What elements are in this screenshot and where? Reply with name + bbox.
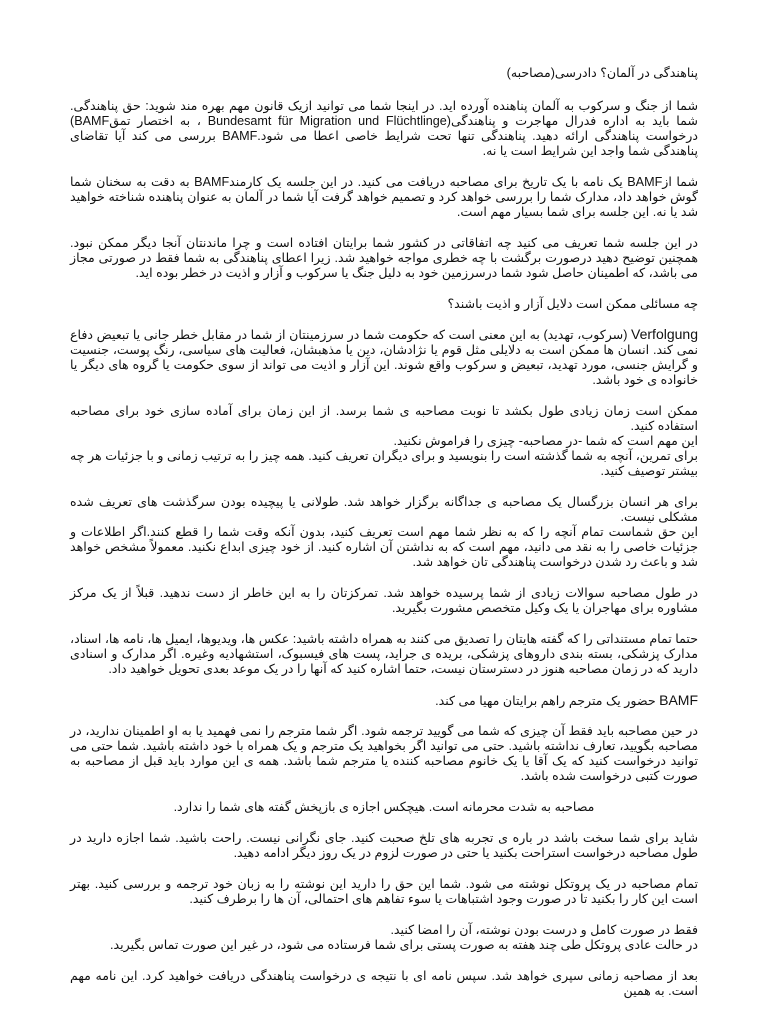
paragraph-preparation <box>70 404 698 479</box>
signature-line-2: در حالت عادی پروتکل طی چند هفته به صورت پستی برای شما فرستاده می شود، در غیر این صورت تماس بگیرید. <box>110 938 698 952</box>
paragraph-signature <box>70 923 698 953</box>
preparation-line-2: این مهم است که شما -در مصاحبه- چیزی را فراموش نکنید. <box>393 434 698 448</box>
paragraph-confidential: مصاحبه به شدت محرمانه است. هیچکس اجازه ی بازپخش گفته های شما را ندارد. <box>173 800 595 814</box>
paragraph-separate-interview <box>70 495 698 570</box>
separate-interview-line-1: برای هر انسان بزرگسال یک مصاحبه ی جداگانه برگزار خواهد شد. طولانی یا پیچیده بودن سرگذشت های تعریف شده مشکلی نیست. <box>70 495 698 524</box>
paragraph-documents: حتما تمام مستنداتی را که گفته هایتان را تصدیق می کنند به همراه داشته باشید: عکس ها، ویدیوها، ایمیل ها، نامه ها، اسناد، مدارک پزشکی، بسته بندی داروهای پزشکی، بریده ی جراید، پست های فیسبوک، استشهادیه وغیره. اگر مدارک و اسنادی دارید که در زمان مصاحبه هنوز در دسترستان نیست، حتما اشاره کنید که آنها را در یک موعد بعدی تحویل خواهید داد. <box>70 632 698 676</box>
term-verfolgung: Verfolgung <box>631 326 698 342</box>
paragraph-breaks: شاید برای شما سخت باشد در باره ی تجربه های تلخ صحبت کنید. جای نگرانی نیست. راحت باشید. شما اجازه دارید در طول مصاحبه درخواست استراحت بکنید یا حتی در صورت لزوم در یک روز دیگر ادامه دهید. <box>70 831 698 860</box>
paragraph-bamf-letter: شما ازBAMF یک نامه با یک تاریخ برای مصاحبه دریافت می کنید. در این جلسه یک کارمندBAMF به دقت به سخنان شما گوش خواهد داد، مدارک شما را بررسی خواهد کرد و تصمیم خواهد گرفت آیا شما در آلمان به عنوان پناهنده شناخته خواهید شد یا نه. این جلسه برای شما بسیار مهم است. <box>70 175 698 219</box>
paragraph-result: بعد از مصاحبه زمانی سپری خواهد شد. سپس نامه ای با نتیجه ی درخواست پناهندگی دریافت خواهید کرد. این نامه مهم است. به همین <box>70 969 698 998</box>
persecution-text: (سرکوب، تهدید) به این معنی است که حکومت شما در سرزمینتان از شما در مقابل خطر جانی یا تبعیض دفاع نمی کند. انسان ها ممکن است به دلایلی مثل قوم یا نژادشان، دین یا مذهبشان، فعالیت های سیاسی، رنگ پوست، جنسیت و گرایش جنسی، مورد تهدید، تبعیض و سرکوب واقع شوند. این آزار و اذیت می تواند از سوی حکومت یا گروه های دیگر یا خانواده ی خود باشد. <box>70 328 698 387</box>
paragraph-questions: در طول مصاحبه سوالات زیادی از شما پرسیده خواهد شد. تمرکزتان را به این خاطر از دست ندهید. قبلاً از یک مرکز مشاوره برای مهاجران یا یک وکیل متخصص مشورت بگیرید. <box>70 586 698 615</box>
term-bamf: BAMF <box>659 692 698 708</box>
paragraph-persecution <box>70 327 698 388</box>
signature-line-1: فقط در صورت کامل و درست بودن نوشته، آن را امضا کنید. <box>390 923 698 937</box>
paragraph-translation: در حین مصاحبه باید فقط آن چیزی که شما می گویید ترجمه شود. اگر شما مترجم را نمی فهمید یا به او اطمینان ندارید، در مصاحبه بگویید، تعارف نداشته باشید. حتی می توانید اگر بخواهید یک مترجم و یک همراه با خود داشته باشید. شما حتی می توانید درخواست کنید که یک آقا یا یک خانوم مصاحبه کننده یا مترجم شما باشد. همه ی این موارد باید قبل از مصاحبه به صورت کتبی درخواست شده باشد. <box>70 724 698 783</box>
document-title: پناهندگی در آلمان؟ دادرسی(مصاحبه) <box>506 66 698 80</box>
interpreter-text: حضور یک مترجم راهم برایتان مهیا می کند. <box>435 694 660 708</box>
paragraph-intro: شما از جنگ و سرکوب به آلمان پناهنده آورده اید. در اینجا شما می توانید ازیک قانون مهم بهره مند شوید: حق پناهندگی. شما باید به اداره فدرال مهاجرت و پناهندگی(Bundesamt für Migration und Flüchtlinge ، به اختصار تمقBAMF) درخواست پناهندگی ارائه دهید. پناهندگی تنها تحت شرایط خاصی اعطا می شود.BAMF بررسی می کند آیا تقاضای پناهندگی شما واجد این شرایط است یا نه. <box>70 99 698 158</box>
preparation-line-1: ممکن است زمان زیادی طول بکشد تا نوبت مصاحبه ی شما برسد. از این زمان برای آماده سازی خود برای مصاحبه استفاده کنید. <box>70 404 698 433</box>
paragraph-protocol: تمام مصاحبه در یک پروتکل نوشته می شود. شما این حق را دارید این نوشته را به زبان خود ترجمه و بررسی کنید. بهتر است این کار را بکنید تا در صورت وجود اشتباهات یا سوء تفاهم های احتمالی، آن ها را برطرف کنید. <box>70 877 698 906</box>
paragraph-interpreter <box>70 693 698 709</box>
question-persecution: چه مسائلی ممکن است دلایل آزار و اذیت باشند؟ <box>447 297 698 311</box>
preparation-line-3: برای تمرین، آنچه به شما گذشته است را بنویسید و برای دیگران تعریف کنید. همه چیز را به ترتیب زمانی و با جزئیات هر چه بیشتر توصیف کنید. <box>70 449 698 478</box>
paragraph-interview-story: در این جلسه شما تعریف می کنید چه اتفاقاتی در کشور شما برایتان افتاده است و چرا ماندنتان آنجا دیگر ممکن نبود. همچنین توضیح دهید درصورت برگشت با چه خطری مواجه خواهید شد. زیرا اعطای پناهندگی به شما فقط در صورتی مجاز می باشد، که اطمینان حاصل شود شما درسرزمین خود به دلیل جنگ یا سرکوب و آزار و اذیت در خطر بوده اید. <box>70 236 698 280</box>
separate-interview-line-2: این حق شماست تمام آنچه را که به نظر شما مهم است تعریف کنید، بدون آنکه وقت شما را قطع کنند.اگر اطلاعات و جزئیات خاصی را به نقد می دانید، مهم است که به نداشتن آن اشاره کنید. از خود چیزی ابداع نکنید. معمولاً مشخص خواهد شد و باعث رد شدن درخواست پناهندگی تان خواهد شد. <box>70 525 698 569</box>
